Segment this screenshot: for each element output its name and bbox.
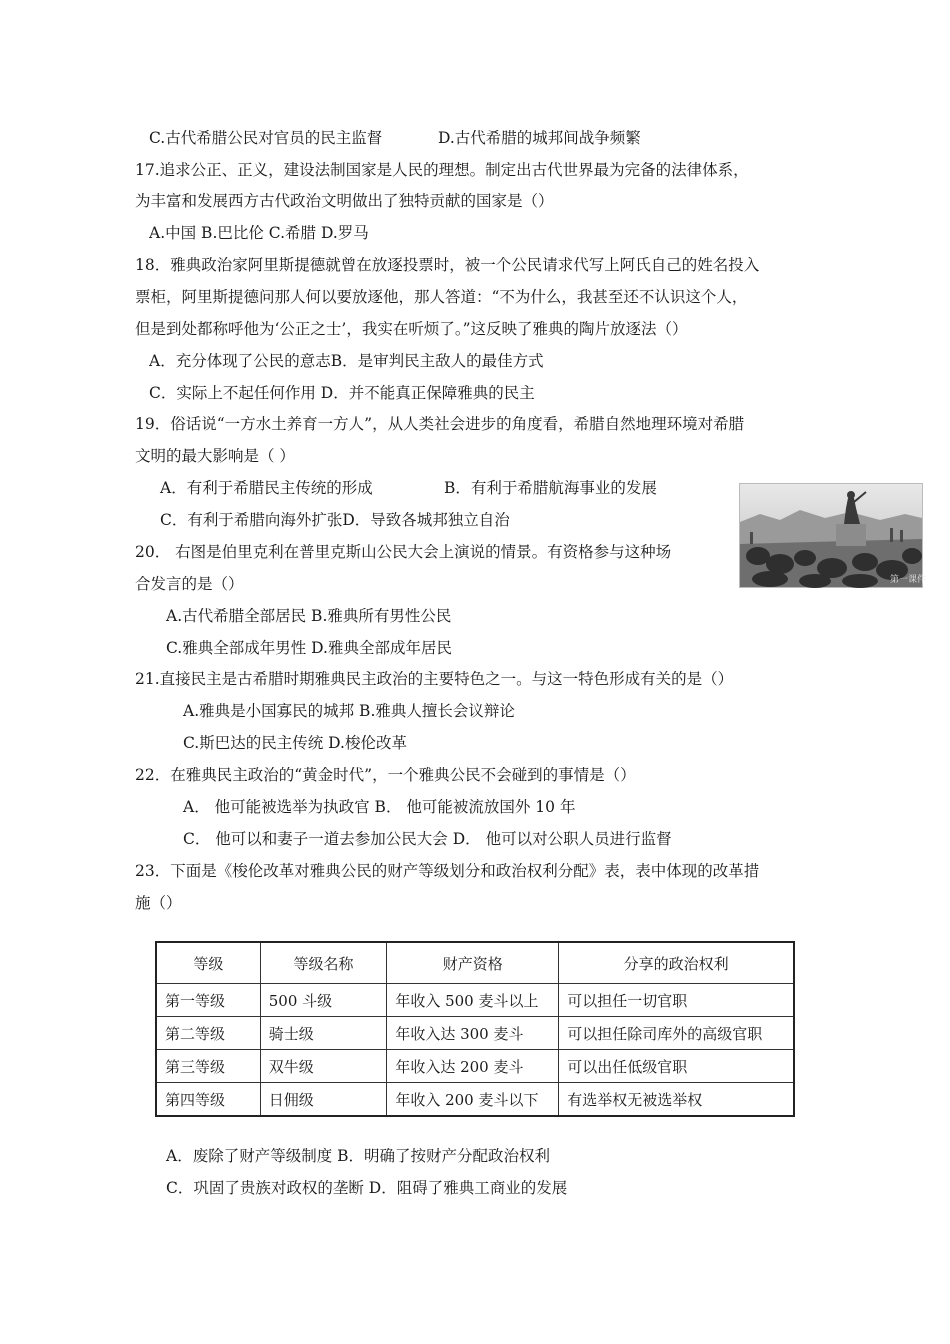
q21-options-cd: C.斯巴达的民主传统 D.梭伦改革 (183, 734, 407, 752)
q17-stem-line1: 17.追求公正、正义，建设法制国家是人民的理想。制定出古代世界最为完备的法律体系， (135, 161, 749, 179)
table-cell: 可以担任除司库外的高级官职 (559, 1017, 794, 1050)
pericles-speech-illustration (740, 484, 927, 587)
q22-options-ab: A． 他可能被选举为执政官 B． 他可能被流放国外 10 年 (183, 798, 576, 816)
pericles-speech-image (739, 483, 927, 588)
q21-stem-line1: 21.直接民主是古希腊时期雅典民主政治的主要特色之一。与这一特色形成有关的是（） (135, 670, 734, 688)
q22-options-cd: C． 他可以和妻子一道去参加公民大会 D． 他可以对公职人员进行监督 (183, 830, 672, 848)
q20-stem-line2: 合发言的是（） (135, 575, 244, 593)
q18-stem-line3: 但是到处都称呼他为‘公正之士’，我实在听烦了。”这反映了雅典的陶片放逐法（） (135, 320, 688, 338)
table-cell: 有选举权无被选举权 (559, 1083, 794, 1117)
table-cell: 可以出任低级官职 (559, 1050, 794, 1083)
q19-stem-line1: 19．俗话说“一方水土养育一方人”，从人类社会进步的角度看，希腊自然地理环境对希腊 (135, 415, 745, 433)
table-cell: 双牛级 (260, 1050, 387, 1083)
table-row (156, 984, 794, 1017)
q20-options-cd: C.雅典全部成年男性 D.雅典全部成年居民 (166, 639, 452, 657)
table-cell: 日佣级 (260, 1083, 387, 1117)
q18-stem-line1: 18．雅典政治家阿里斯提德就曾在放逐投票时，被一个公民请求代写上阿氏自己的姓名投入 (135, 256, 760, 274)
table-row (156, 1050, 794, 1083)
q19-options-cd: C．有利于希腊向海外扩张D．导致各城邦独立自治 (160, 511, 510, 529)
table-header-cell: 等级名称 (260, 942, 387, 984)
q20-options-ab: A.古代希腊全部居民 B.雅典所有男性公民 (166, 607, 452, 625)
table-row (156, 1017, 794, 1050)
q20-stem-line1: 20． 右图是伯里克利在普里克斯山公民大会上演说的情景。有资格参与这种场 (135, 543, 672, 561)
q23-options-cd: C．巩固了贵族对政权的垄断 D．阻碍了雅典工商业的发展 (166, 1179, 568, 1197)
q18-options-ab: A．充分体现了公民的意志B．是审判民主敌人的最佳方式 (149, 352, 544, 370)
table-cell: 骑士级 (260, 1017, 387, 1050)
table-cell: 年收入 500 麦斗以上 (387, 984, 559, 1017)
table-cell: 第三等级 (156, 1050, 260, 1083)
q23-options-ab: A．废除了财产等级制度 B．明确了按财产分配政治权利 (166, 1147, 551, 1165)
q17-options: A.中国 B.巴比伦 C.希腊 D.罗马 (149, 224, 369, 242)
table-cell: 年收入达 300 麦斗 (387, 1017, 559, 1050)
image-watermark: 第一课件 (890, 575, 927, 585)
q17-stem-line2: 为丰富和发展西方古代政治文明做出了独特贡献的国家是（） (135, 192, 554, 210)
table-header-cell: 财产资格 (387, 942, 559, 984)
q19-option-b: B．有利于希腊航海事业的发展 (444, 479, 657, 497)
table-row (156, 1083, 794, 1117)
table-cell: 年收入 200 麦斗以下 (387, 1083, 559, 1117)
q19-option-a: A．有利于希腊民主传统的形成 (160, 479, 373, 497)
table-cell: 第一等级 (156, 984, 260, 1017)
table-cell: 第二等级 (156, 1017, 260, 1050)
q18-stem-line2: 票柜，阿里斯提德问那人何以要放逐他，那人答道：“不为什么，我甚至还不认识这个人， (135, 288, 748, 306)
table-cell: 可以担任一切官职 (559, 984, 794, 1017)
table-cell: 年收入达 200 麦斗 (387, 1050, 559, 1083)
table-cell: 500 斗级 (260, 984, 387, 1017)
q16-option-c: C.古代希腊公民对官员的民主监督 (149, 129, 383, 147)
table-header-cell: 分享的政治权利 (559, 942, 794, 984)
table-cell: 第四等级 (156, 1083, 260, 1117)
q19-stem-line2: 文明的最大影响是（ ） (135, 447, 295, 465)
q21-options-ab: A.雅典是小国寡民的城邦 B.雅典人擅长会议辩论 (183, 702, 515, 720)
q16-option-d: D.古代希腊的城邦间战争频繁 (438, 129, 641, 147)
q22-stem-line1: 22．在雅典民主政治的“黄金时代”，一个雅典公民不会碰到的事情是（） (135, 766, 636, 784)
table-header-cell: 等级 (156, 942, 260, 984)
q23-stem-line1: 23．下面是《梭伦改革对雅典公民的财产等级划分和政治权利分配》表，表中体现的改革措 (135, 862, 760, 880)
q23-stem-line2: 施（） (135, 894, 182, 912)
solon-reform-table (155, 941, 795, 1117)
q18-options-cd: C．实际上不起任何作用 D．并不能真正保障雅典的民主 (149, 384, 535, 402)
table-header-row (156, 942, 794, 984)
